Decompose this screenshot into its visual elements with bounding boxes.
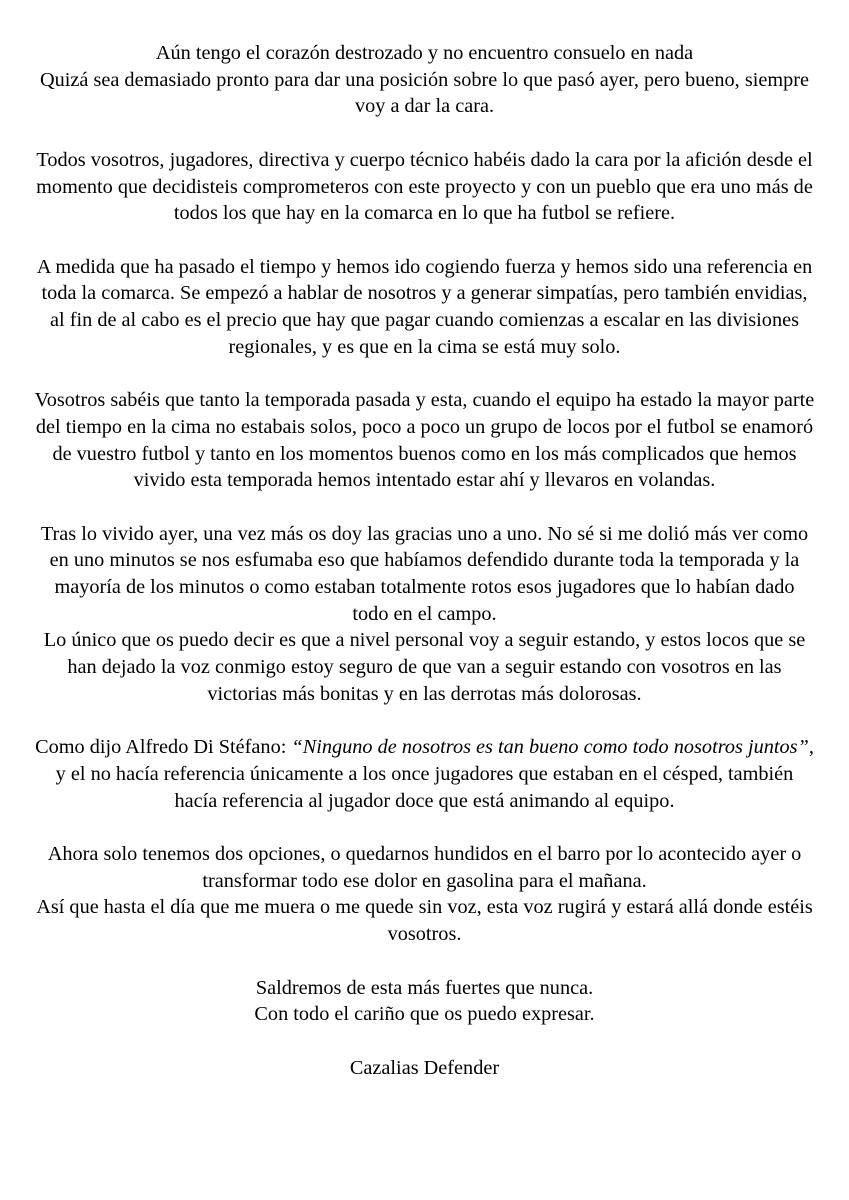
paragraph-yesterday — [34, 521, 815, 708]
di-stefano-quote: “Ninguno de nosotros es tan bueno como todo nosotros juntos” — [291, 736, 809, 759]
paragraph-closing — [34, 975, 815, 1028]
paragraph-growth: A medida que ha pasado el tiempo y hemos ido cogiendo fuerza y hemos sido una referencia en toda la comarca. Se empezó a hablar de nosotros y a generar simpatías, pero también envidias, al fin de al cabo es el precio que hay que pagar cuando comienzas a escalar en las divisiones regionales, y es que en la cima se está muy solo. — [36, 255, 813, 358]
options-line: Así que hasta el día que me muera o me quede sin voz, esta voz rugirá y estará allá donde estéis vosotros. — [36, 896, 813, 946]
closing-line: Saldremos de esta más fuertes que nunca. — [255, 976, 594, 999]
paragraph-quote — [34, 734, 815, 814]
opening-line: Quizá sea demasiado pronto para dar una posición sobre lo que pasó ayer, pero bueno, siempre voy a dar la cara. — [39, 68, 810, 118]
options-line: Ahora solo tenemos dos opciones, o quedarnos hundidos en el barro por lo acontecido ayer o transformar todo ese dolor en gasolina para el mañana. — [47, 843, 802, 892]
yesterday-line: Lo único que os puedo decir es que a nivel personal voy a seguir estando, y estos locos que se han dejado la voz conmigo estoy seguro de que van a seguir estando con vosotros en las victorias más bonitas y en las derrotas más dolorosas. — [43, 629, 806, 705]
paragraph-opening — [34, 40, 815, 120]
yesterday-line: Tras lo vivido ayer, una vez más os doy las gracias uno a uno. No sé si me dolió más ver como en uno minutos se nos esfumaba eso que habíamos defendido durante toda la temporada y la mayoría de los minutos o como estaban totalmente rotos esos jugadores que lo habían dado todo en el campo. — [40, 522, 809, 625]
paragraph-gratitude: Todos vosotros, jugadores, directiva y cuerpo técnico habéis dado la cara por la afición desde el momento que decidisteis comprometeros con este proyecto y con un pueblo que era uno más de todos los que hay en la comarca en lo que ha futbol se refiere. — [36, 148, 813, 225]
letter-body — [0, 40, 849, 1081]
paragraph-options — [34, 841, 815, 948]
signature: Cazalias Defender — [349, 1056, 500, 1079]
quote-rest: , y el no hacía referencia únicamente a los once jugadores que estaban en el césped, también hacía referencia al jugador doce que está animando al equipo. — [55, 736, 814, 812]
paragraph-supporters: Vosotros sabéis que tanto la temporada pasada y esta, cuando el equipo ha estado la mayor parte del tiempo en la cima no estabais solos, poco a poco un grupo de locos por el futbol se enamoró de vuestro futbol y tanto en los momentos buenos como en los más complicados que hemos vivido esta temporada hemos intentado estar ahí y llevaros en volandas. — [34, 389, 815, 492]
opening-line: Aún tengo el corazón destrozado y no encuentro consuelo en nada — [155, 42, 694, 64]
closing-line: Con todo el cariño que os puedo expresar. — [254, 1003, 595, 1026]
quote-intro: Como dijo Alfredo Di Stéfano: — [35, 736, 292, 759]
